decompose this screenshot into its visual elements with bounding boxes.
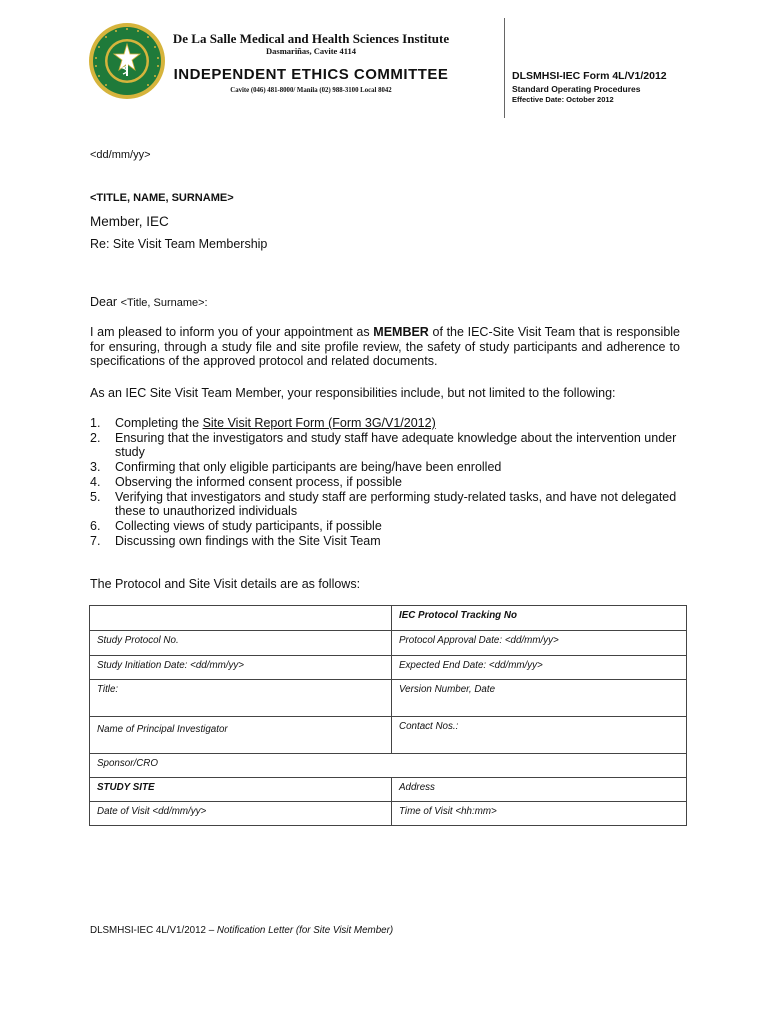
list-item-number: 6.	[90, 518, 101, 533]
header-divider	[504, 18, 505, 118]
table-cell-empty	[90, 606, 392, 631]
intro-text-end: of the IEC-Site Visit Team that is responsible for ensuring, through a study file and site profile review, the safety of study participants and adherence to specifications of the approved protocol and related documents.	[90, 325, 680, 369]
list-item	[90, 534, 680, 549]
list-item-number: 5.	[90, 489, 101, 504]
list-item-text: Discussing own findings with the Site Visit Team	[115, 533, 381, 548]
list-item-text: Completing the	[115, 416, 203, 430]
list-item-text: Verifying that investigators and study staff are performing study-related tasks, and have not delegated these to unauthorized individuals	[115, 489, 677, 519]
table-row	[90, 680, 687, 717]
list-item-text: Ensuring that the investigators and study staff have adequate knowledge about the intervention under study	[115, 430, 677, 460]
list-item-number: 3.	[90, 460, 101, 475]
addressee: <TITLE, NAME, SURNAME>	[90, 192, 234, 204]
approval-date-cell: Protocol Approval Date: <dd/mm/yy>	[392, 631, 687, 656]
list-item-number: 1.	[90, 416, 101, 430]
site-visit-report-form-link[interactable]: Site Visit Report Form (Form 3G/V1/2012)	[202, 416, 436, 430]
list-item-number: 2.	[90, 430, 101, 445]
visit-date-cell: Date of Visit <dd/mm/yy>	[90, 802, 392, 826]
sop-label: Standard Operating Procedures	[512, 84, 641, 94]
footer	[90, 925, 393, 936]
list-item	[90, 519, 680, 534]
footer-code: DLSMHSI-IEC 4L/V1/2012 –	[90, 925, 217, 936]
subject-line: Re: Site Visit Team Membership	[90, 237, 268, 251]
list-item-number: 7.	[90, 533, 101, 548]
details-intro: The Protocol and Site Visit details are as follows:	[90, 577, 361, 591]
table-row	[90, 656, 687, 680]
effective-date: Effective Date: October 2012	[512, 95, 614, 104]
table-row	[90, 606, 687, 631]
protocol-details-table	[89, 605, 687, 826]
letter-date: <dd/mm/yy>	[90, 149, 151, 161]
salutation-name: <Title, Surname>:	[120, 297, 208, 309]
visit-time-cell: Time of Visit <hh:mm>	[392, 802, 687, 826]
committee-title: INDEPENDENT ETHICS COMMITTEE	[173, 66, 449, 83]
initiation-date-cell: Study Initiation Date: <dd/mm/yy>	[90, 656, 392, 680]
institution-address: Dasmariñas, Cavite 4114	[266, 46, 356, 56]
list-item	[90, 475, 680, 490]
responsibilities-intro: As an IEC Site Visit Team Member, your responsibilities include, but not limited to the following:	[90, 386, 616, 400]
address-cell: Address	[392, 778, 687, 802]
contact-numbers-cell: Contact Nos.:	[392, 717, 687, 754]
table-row	[90, 754, 687, 778]
table-row	[90, 778, 687, 802]
list-item	[90, 431, 680, 460]
principal-investigator-cell: Name of Principal Investigator	[90, 717, 392, 754]
salutation-dear: Dear	[90, 295, 121, 309]
intro-text-start: I am pleased to inform you of your appointment as	[90, 325, 374, 339]
title-cell: Title:	[90, 680, 392, 717]
list-item	[90, 490, 680, 519]
footer-title: Notification Letter (for Site Visit Member)	[216, 925, 394, 936]
sponsor-cell: Sponsor/CRO	[90, 754, 687, 778]
member-emphasis: MEMBER	[373, 325, 429, 339]
salutation	[90, 295, 208, 309]
contact-numbers: Cavite (046) 481-8000/ Manila (02) 988-3100 Local 8042	[230, 87, 392, 94]
intro-paragraph	[90, 325, 680, 369]
responsibilities-list	[90, 416, 680, 548]
table-row	[90, 631, 687, 656]
institution-seal-logo	[88, 22, 166, 100]
list-item	[90, 416, 680, 431]
list-item-text: Confirming that only eligible participants are being/have been enrolled	[115, 460, 502, 475]
list-item	[90, 460, 680, 475]
addressee-role: Member, IEC	[90, 214, 169, 229]
study-site-cell: STUDY SITE	[90, 778, 392, 802]
list-item-number: 4.	[90, 474, 101, 489]
table-row	[90, 717, 687, 754]
tracking-number-header: IEC Protocol Tracking No	[392, 606, 687, 631]
institution-name: De La Salle Medical and Health Sciences Institute	[172, 31, 450, 46]
study-protocol-cell: Study Protocol No.	[90, 631, 392, 656]
version-cell: Version Number, Date	[392, 680, 687, 717]
list-item-text: Collecting views of study participants, if possible	[115, 518, 382, 533]
table-row	[90, 802, 687, 826]
list-item-text: Observing the informed consent process, if possible	[115, 474, 402, 489]
end-date-cell: Expected End Date: <dd/mm/yy>	[392, 656, 687, 680]
form-code: DLSMHSI-IEC Form 4L/V1/2012	[512, 70, 667, 82]
